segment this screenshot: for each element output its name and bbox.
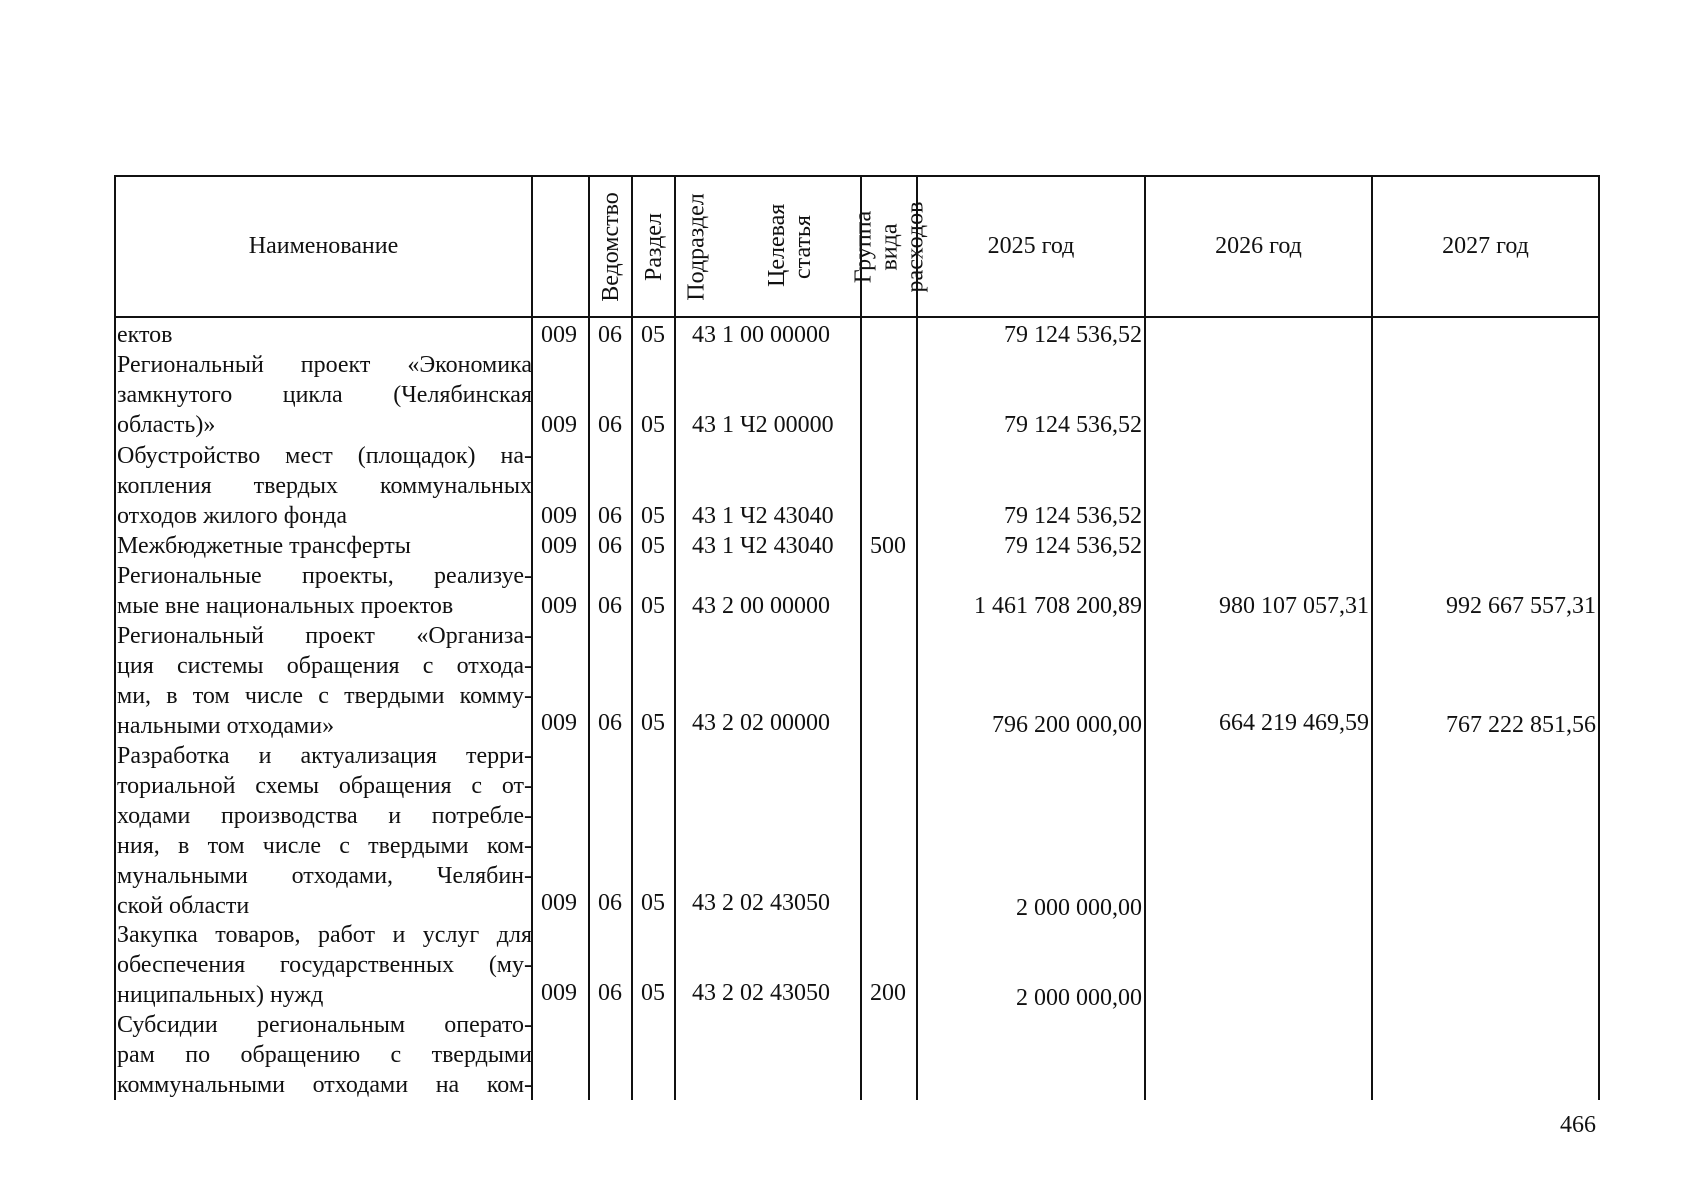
name-line: коммунальными отходами на ком- (117, 1072, 532, 1098)
table-row-name (117, 1010, 532, 1100)
table-row-name (117, 350, 532, 440)
cell-ved: 009 (541, 322, 577, 348)
cell-razd: 06 (598, 710, 622, 736)
name-line: Межбюджетные трансферты (117, 533, 411, 559)
name-line: ция системы обращения с отхода- (117, 653, 532, 679)
table-row-name (117, 561, 532, 621)
name-line: Разработка и актуализация терри- (117, 743, 532, 769)
name-line: Региональные проекты, реализуе- (117, 563, 532, 589)
cell-podr: 05 (641, 322, 665, 348)
cell-cs: 43 1 Ч2 43040 (692, 533, 834, 559)
header-gruppa-vida-rashodov (850, 177, 929, 316)
table-row-name (117, 741, 532, 921)
header-name: Наименование (248, 233, 399, 259)
cell-podr: 05 (641, 980, 665, 1006)
name-line: Обустройство мест (площадок) на- (117, 443, 532, 469)
cell-podr: 05 (641, 890, 665, 916)
table-row-name (117, 920, 532, 1010)
col-border-right (1598, 175, 1600, 1100)
cell-vr: 200 (870, 980, 906, 1006)
header-celevaya-statya (719, 177, 860, 316)
name-line: область)» (117, 412, 216, 438)
table-header-bottom-border (114, 316, 1600, 318)
cell-ved: 009 (541, 412, 577, 438)
name-line: обеспечения государственных (му- (117, 952, 532, 978)
page-number: 466 (1560, 1112, 1596, 1138)
name-line: замкнутого цикла (Челябинская (117, 382, 532, 408)
header-gruppa-label: Группа вида расходов (850, 201, 929, 292)
cell-2025: 79 124 536,52 (1004, 322, 1142, 348)
name-line: Региональный проект «Экономика (117, 352, 532, 378)
name-line: Субсидии региональным операто- (117, 1012, 532, 1038)
name-line: ми, в том числе с твердыми комму- (117, 683, 532, 709)
name-line: ниципальных) нужд (117, 982, 324, 1008)
cell-podr: 05 (641, 710, 665, 736)
name-line: мые вне национальных проектов (117, 593, 454, 619)
cell-razd: 06 (598, 503, 622, 529)
name-line: ториальной схемы обращения с от- (117, 773, 532, 799)
cell-podr: 05 (641, 503, 665, 529)
name-line: ской области (117, 893, 250, 919)
header-vedomstvo (590, 177, 631, 316)
cell-2026: 980 107 057,31 (1219, 593, 1369, 619)
header-podrazdel (676, 177, 717, 316)
name-line: Закупка товаров, работ и услуг для (117, 922, 532, 948)
cell-podr: 05 (641, 412, 665, 438)
name-line: рам по обращению с твердыми (117, 1042, 532, 1068)
cell-razd: 06 (598, 412, 622, 438)
name-line: ходами производства и потребле- (117, 803, 532, 829)
header-vedomstvo-label: Ведомство (597, 191, 624, 302)
cell-razd: 06 (598, 322, 622, 348)
cell-cs: 43 1 Ч2 43040 (692, 503, 834, 529)
cell-2025: 1 461 708 200,89 (974, 593, 1142, 619)
cell-razd: 06 (598, 533, 622, 559)
cell-ved: 009 (541, 503, 577, 529)
cell-cs: 43 2 02 43050 (692, 890, 830, 916)
cell-2027: 992 667 557,31 (1446, 593, 1596, 619)
cell-ved: 009 (541, 710, 577, 736)
header-podrazdel-label: Подраздел (683, 192, 710, 301)
cell-cs: 43 1 Ч2 00000 (692, 412, 834, 438)
cell-cs: 43 2 02 43050 (692, 980, 830, 1006)
table-row-name (117, 531, 532, 561)
name-line: копления твердых коммунальных (117, 473, 532, 499)
name-line: ния, в том числе с твердыми ком- (117, 833, 532, 859)
cell-2025: 79 124 536,52 (1004, 503, 1142, 529)
cell-razd: 06 (598, 593, 622, 619)
cell-podr: 05 (641, 533, 665, 559)
name-line: Региональный проект «Организа- (117, 623, 532, 649)
cell-ved: 009 (541, 533, 577, 559)
cell-2026: 664 219 469,59 (1219, 710, 1369, 736)
cell-cs: 43 2 02 00000 (692, 710, 830, 736)
name-line: мунальными отходами, Челябин- (117, 863, 532, 889)
header-2025: 2025 год (987, 233, 1075, 259)
cell-vr: 500 (870, 533, 906, 559)
cell-cs: 43 2 00 00000 (692, 593, 830, 619)
header-razdel-label: Раздел (640, 212, 667, 281)
header-2027: 2027 год (1442, 233, 1529, 259)
cell-razd: 06 (598, 890, 622, 916)
cell-cs: 43 1 00 00000 (692, 322, 830, 348)
table-row-name (117, 621, 532, 741)
cell-ved: 009 (541, 980, 577, 1006)
cell-podr: 05 (641, 593, 665, 619)
cell-2025: 2 000 000,00 (1016, 985, 1142, 1011)
cell-2027: 767 222 851,56 (1446, 712, 1596, 738)
table-row-name (117, 441, 532, 531)
cell-ved: 009 (541, 593, 577, 619)
table-row-name (117, 320, 532, 350)
name-line: отходов жилого фонда (117, 503, 348, 529)
cell-2025: 79 124 536,52 (1004, 533, 1142, 559)
header-razdel (633, 177, 674, 316)
name-line: нальными отходами» (117, 713, 335, 739)
cell-2025: 796 200 000,00 (992, 712, 1142, 738)
cell-ved: 009 (541, 890, 577, 916)
cell-razd: 06 (598, 980, 622, 1006)
header-2026: 2026 год (1215, 233, 1302, 259)
name-line: ектов (117, 322, 173, 348)
header-celevaya-statya-label: Целевая статья (763, 203, 816, 287)
cell-2025: 79 124 536,52 (1004, 412, 1142, 438)
cell-2025: 2 000 000,00 (1016, 895, 1142, 921)
